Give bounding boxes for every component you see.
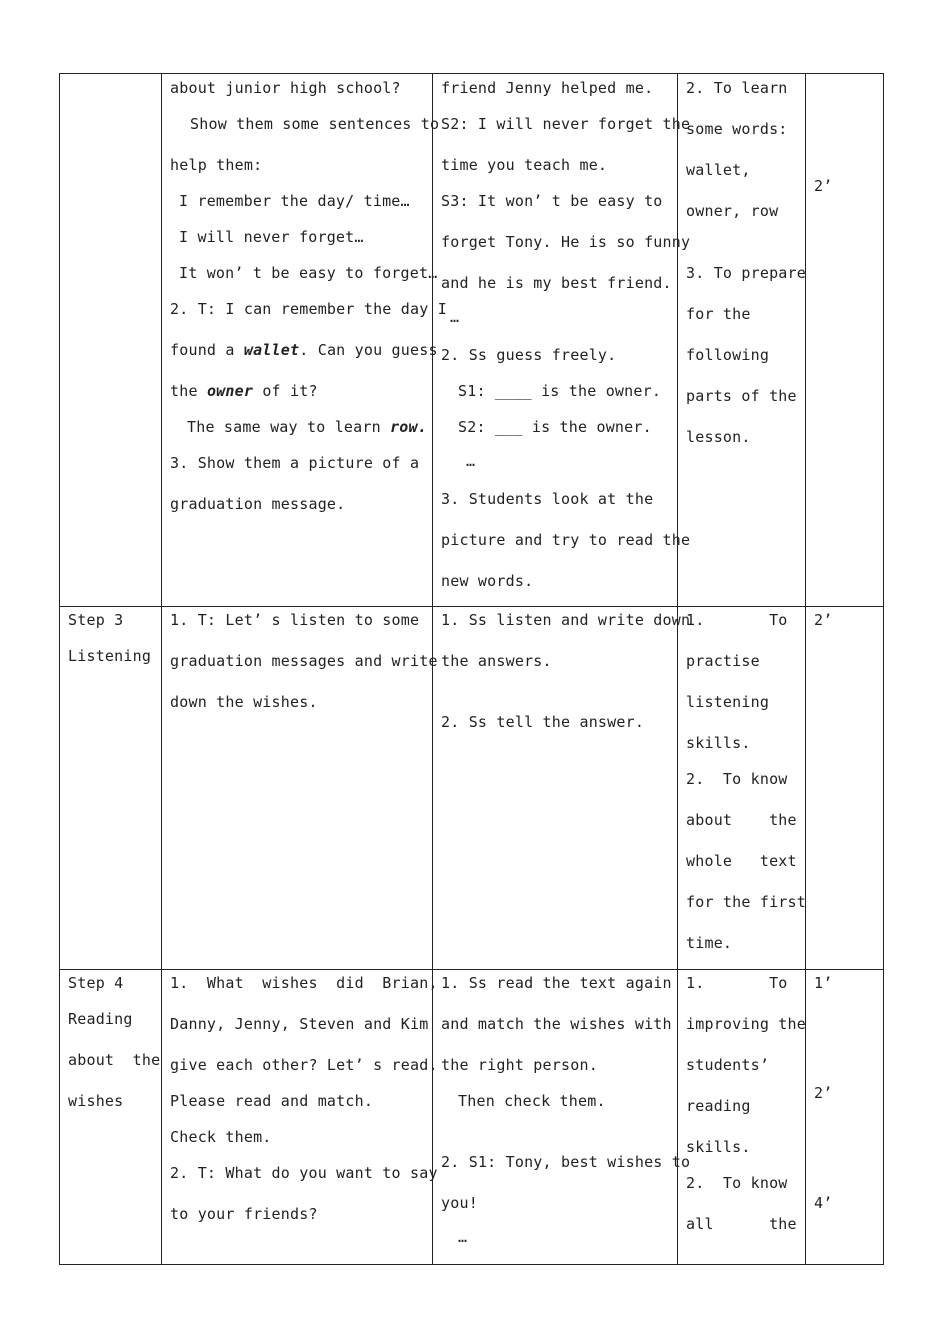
step-title: Listening [68, 647, 152, 665]
text-fragment: . Can you guess [299, 341, 438, 359]
text-line: S1: ____ is the owner. [458, 382, 662, 400]
text-line: 1. T: Let’ s listen to some [170, 611, 420, 629]
text-line: 2. Ss guess freely. [441, 346, 617, 364]
text-line: for the first [686, 893, 806, 911]
text-line: 1. What wishes did Brian, [170, 974, 438, 992]
text-line: It won’ t be easy to forget… [179, 264, 438, 282]
text-line: owner, row [686, 202, 779, 220]
text-line: 1. To [686, 611, 788, 629]
text-line: 2. S1: Tony, best wishes to [441, 1153, 691, 1171]
text-line: practise [686, 652, 760, 670]
text-line: 3. Students look at the [441, 490, 654, 508]
text-line: time. [686, 934, 733, 952]
text-line: for the [686, 305, 751, 323]
text-line: 2. To know [686, 1174, 788, 1192]
ellipsis: … [458, 1228, 468, 1246]
step-label: Step 3 [68, 611, 124, 629]
text-line: give each other? Let’ s read. [170, 1056, 438, 1074]
text-line: whole text [686, 852, 797, 870]
text-line: 1. To [686, 974, 788, 992]
text-line: 2. Ss tell the answer. [441, 713, 645, 731]
text-line: 3. To prepare [686, 264, 806, 282]
text-line: I will never forget… [179, 228, 364, 246]
text-line: lesson. [686, 428, 751, 446]
text-line: the right person. [441, 1056, 598, 1074]
text-line: wallet, [686, 161, 751, 179]
text-line: 3. Show them a picture of a [170, 454, 420, 472]
text-line: graduation messages and write [170, 652, 438, 670]
text-line: and he is my best friend. [441, 274, 672, 292]
text-line [187, 418, 427, 436]
text-line: time you teach me. [441, 156, 608, 174]
text-line: 1. Ss listen and write down [441, 611, 691, 629]
ellipsis: … [466, 452, 476, 470]
text-line: S2: ___ is the owner. [458, 418, 652, 436]
time-value: 4’ [814, 1194, 833, 1212]
step-title: Reading [68, 1010, 133, 1028]
text-line: I remember the day/ time… [179, 192, 410, 210]
text-line: reading [686, 1097, 751, 1115]
text-line: the answers. [441, 652, 552, 670]
text-line: about junior high school? [170, 79, 401, 97]
text-line: picture and try to read the [441, 531, 691, 549]
text-line: S3: It won’ t be easy to [441, 192, 663, 210]
text-line: new words. [441, 572, 534, 590]
text-line: Danny, Jenny, Steven and Kim [170, 1015, 429, 1033]
step-title: wishes [68, 1092, 124, 1110]
text-line: down the wishes. [170, 693, 318, 711]
text-line: 1. Ss read the text again [441, 974, 672, 992]
text-line: listening [686, 693, 770, 711]
text-line: skills. [686, 734, 751, 752]
text-line: about the [686, 811, 797, 829]
text-line: help them: [170, 156, 263, 174]
text-line: skills. [686, 1138, 751, 1156]
text-line: Then check them. [458, 1092, 606, 1110]
vocab-word-owner: owner [206, 382, 254, 400]
text-line [170, 341, 438, 359]
step-label: Step 4 [68, 974, 124, 992]
text-line: Show them some sentences to [190, 115, 440, 133]
text-line: 2. T: What do you want to say [170, 1164, 438, 1182]
text-line: friend Jenny helped me. [441, 79, 654, 97]
vocab-word-wallet: wallet [243, 341, 300, 359]
time-value: 1’ [814, 974, 833, 992]
text-fragment: the [170, 382, 207, 400]
text-line: S2: I will never forget the [441, 115, 691, 133]
text-line: and match the wishes with [441, 1015, 672, 1033]
time-value: 2’ [814, 611, 833, 629]
time-value: 2’ [814, 1084, 833, 1102]
step-title: about the [68, 1051, 161, 1069]
text-fragment: found a [170, 341, 244, 359]
text-line: following [686, 346, 770, 364]
text-line: Check them. [170, 1128, 272, 1146]
vocab-word-row: row. [390, 418, 428, 436]
ellipsis: … [450, 308, 460, 326]
text-line: 2. To know [686, 770, 788, 788]
text-line: all the [686, 1215, 797, 1233]
text-line: improving the [686, 1015, 806, 1033]
text-line: parts of the [686, 387, 797, 405]
time-value: 2’ [814, 177, 833, 195]
text-fragment: The same way to learn [187, 418, 391, 436]
text-line [170, 382, 318, 400]
text-line: to your friends? [170, 1205, 318, 1223]
text-line: forget Tony. He is so funny [441, 233, 691, 251]
text-line: 2. T: I can remember the day I [170, 300, 447, 318]
text-line: 2. To learn [686, 79, 788, 97]
text-fragment: of it? [253, 382, 318, 400]
text-line: graduation message. [170, 495, 346, 513]
text-line: Please read and match. [170, 1092, 374, 1110]
text-line: some words: [686, 120, 788, 138]
text-line: students’ [686, 1056, 770, 1074]
text-line: you! [441, 1194, 478, 1212]
